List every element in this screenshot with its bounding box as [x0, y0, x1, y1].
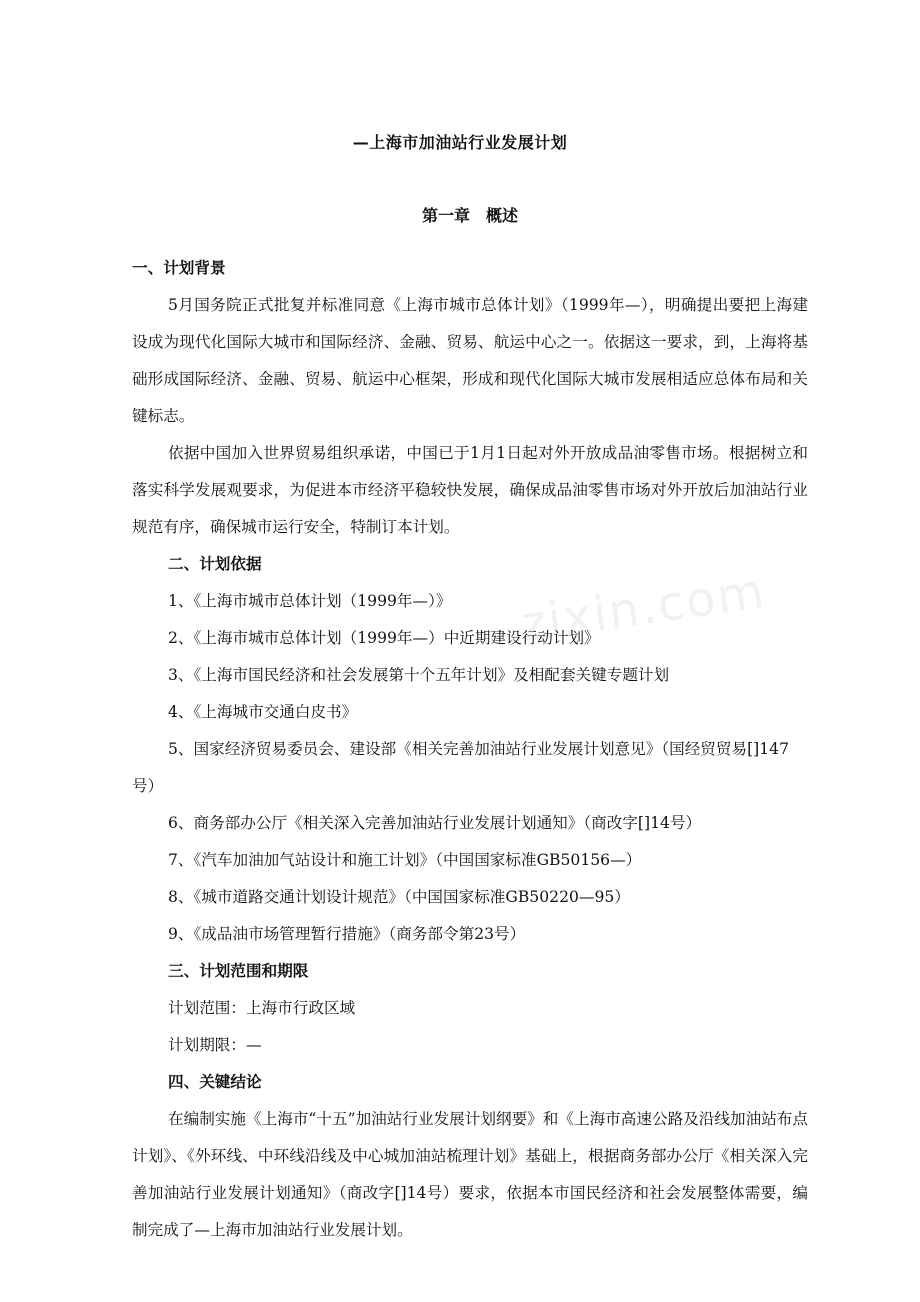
list-item: 5、国家经济贸易委员会、建设部《相关完善加油站行业发展计划意见》（国经贸贸易[]147号） [132, 740, 790, 795]
list-item: 3、《上海市国民经济和社会发展第十个五年计划》及相配套关键专题计划 [168, 666, 670, 684]
list-item: 9、《成品油市场管理暂行措施》（商务部令第23号） [168, 925, 526, 943]
period-line: 计划期限：— [168, 1036, 262, 1054]
paragraph: 在编制实施《上海市“十五”加油站行业发展计划纲要》和《上海市高速公路及沿线加油站布点计划》、《外环线、中环线沿线及中心城加油站梳理计划》基础上，根据商务部办公厅《相关深入完善加油站行业发展计划通知》（商改字[]14号）要求，依据本市国民经济和社会发展整体需要，编制完成了—上海市加油站行业发展计划。 [132, 1110, 808, 1239]
list-item: 7、《汽车加油加气站设计和施工计划》（中国国家标准GB50156—） [168, 851, 642, 869]
section-heading-scope: 三、计划范围和期限 [168, 962, 309, 980]
document-body [132, 250, 808, 1249]
section-heading-basis: 二、计划依据 [168, 555, 262, 573]
paragraph: 依据中国加入世界贸易组织承诺，中国已于1月1日起对外开放成品油零售市场。根据树立和落实科学发展观要求，为促进本市经济平稳较快发展，确保成品油零售市场对外开放后加油站行业规范有序，确保城市运行安全，特制订本计划。 [132, 444, 808, 536]
section-heading-background: 一、计划背景 [132, 259, 226, 277]
paragraph: 5月国务院正式批复并标准同意《上海市城市总体计划》（1999年—），明确提出要把上海建设成为现代化国际大城市和国际经济、金融、贸易、航运中心之一。依据这一要求，到，上海将基础形成国际经济、金融、贸易、航运中心框架，形成和现代化国际大城市发展相适应总体布局和关键标志。 [132, 296, 808, 425]
watermark: zixin.com [517, 563, 770, 653]
scope-line: 计划范围：上海市行政区域 [168, 999, 356, 1017]
section-heading-conclusion: 四、关键结论 [168, 1073, 262, 1091]
chapter-heading: 第一章 概述 [421, 206, 518, 225]
list-item: 8、《城市道路交通计划设计规范》（中国国家标准GB50220—95） [168, 888, 630, 906]
document-title: —上海市加油站行业发展计划 [352, 133, 568, 152]
list-item: 4、《上海城市交通白皮书》 [168, 703, 358, 721]
list-item: 2、《上海市城市总体计划（1999年—）中近期建设行动计划》 [168, 629, 600, 647]
list-item: 6、商务部办公厅《相关深入完善加油站行业发展计划通知》（商改字[]14号） [168, 814, 702, 832]
list-item: 1、《上海市城市总体计划（1999年—）》 [168, 592, 452, 610]
